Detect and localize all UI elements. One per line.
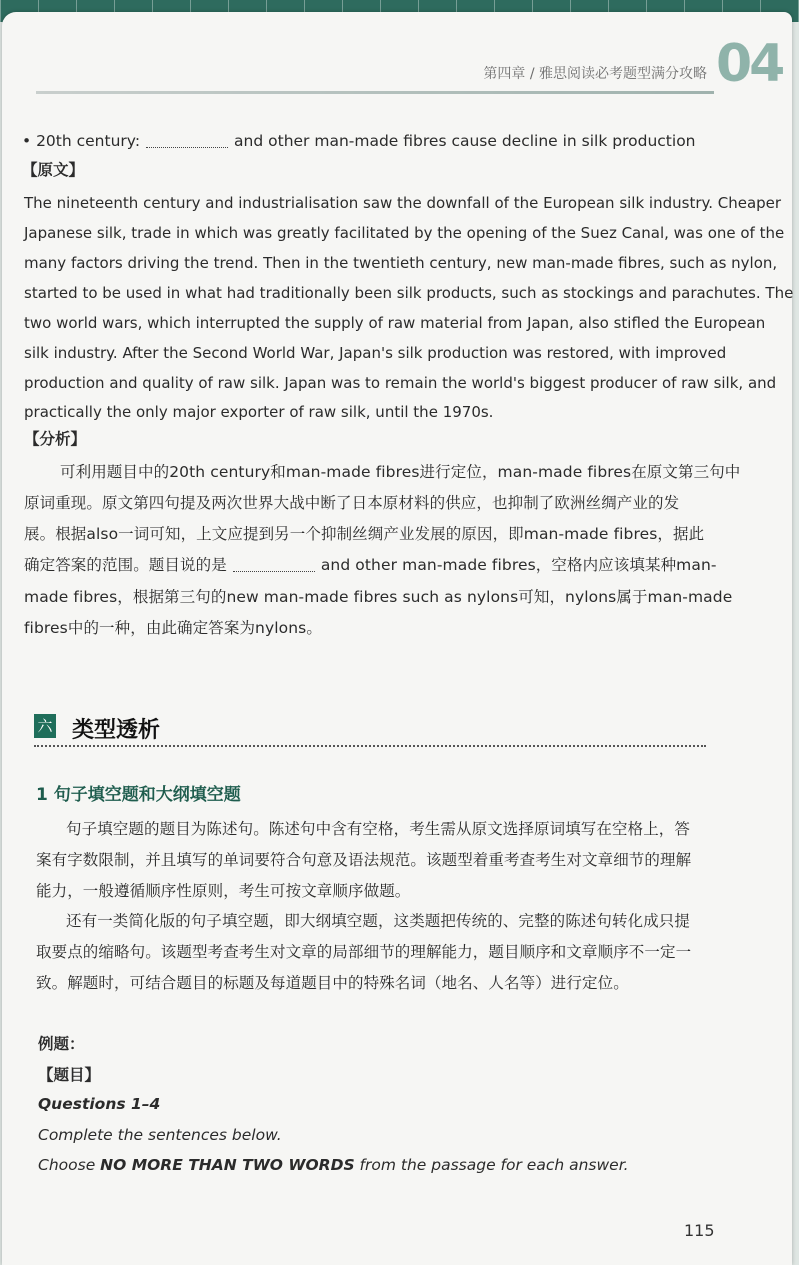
body-line: 致。解题时，可结合题目的标题及每道题目中的特殊名词（地名、人名等）进行定位。 bbox=[36, 974, 629, 992]
original-line: Japanese silk, trade in which was greatly facilitated by the opening of the Suez Canal, was one of the bbox=[24, 224, 785, 242]
analysis-line: made fibres，根据第三句的new man-made fibres such as nylons可知，nylons属于man-made bbox=[24, 588, 733, 606]
original-line: silk industry. After the Second World War, Japan's silk production was restored, with improved bbox=[24, 344, 727, 362]
bullet-suffix: and other man-made fibres cause decline in silk production bbox=[234, 132, 696, 150]
example-label: 例题： bbox=[38, 1035, 85, 1053]
instruction-word-limit: NO MORE THAN TWO WORDS bbox=[100, 1156, 355, 1174]
body-line: 句子填空题的题目为陈述句。陈述句中含有空格，考生需从原文选择原词填写在空格上，答 bbox=[66, 820, 691, 838]
questions-title: Questions 1–4 bbox=[38, 1095, 161, 1113]
question-heading: 【题目】 bbox=[38, 1066, 101, 1084]
analysis-heading: 【分析】 bbox=[24, 430, 87, 448]
original-line: started to be used in what had traditionally been silk products, such as stockings and parachutes. The bbox=[24, 284, 794, 302]
section-badge: 六 bbox=[34, 714, 56, 738]
body-line: 还有一类简化版的句子填空题，即大纲填空题，这类题把传统的、完整的陈述句转化成只提 bbox=[66, 912, 691, 930]
bullet-question-line bbox=[22, 134, 696, 150]
instruction-choose bbox=[38, 1158, 629, 1174]
original-line: two world wars, which interrupted the supply of raw material from Japan, also stifled the European bbox=[24, 314, 766, 332]
section-dotted-divider bbox=[34, 745, 706, 747]
answer-blank bbox=[146, 147, 228, 148]
bullet-prefix: • 20th century: bbox=[22, 132, 141, 150]
body-line: 案有字数限制，并且填写的单词要符合句意及语法规范。该题型着重考查考生对文章细节的理解 bbox=[36, 851, 692, 869]
header-divider bbox=[36, 91, 714, 94]
instruction-prefix: Choose bbox=[38, 1156, 101, 1174]
original-line: production and quality of raw silk. Japan was to remain the world's biggest producer of raw silk, and bbox=[24, 374, 777, 392]
instruction-suffix: from the passage for each answer. bbox=[354, 1156, 629, 1174]
body-line: 能力，一般遵循顺序性原则，考生可按文章顺序做题。 bbox=[36, 882, 411, 900]
analysis-line-with-blank bbox=[24, 558, 717, 574]
subsection-title: 1 句子填空题和大纲填空题 bbox=[36, 785, 241, 805]
chapter-number: 04 bbox=[716, 34, 783, 94]
original-line: practically the only major exporter of raw silk, until the 1970s. bbox=[24, 403, 494, 421]
chapter-header-title: 第四章 / 雅思阅读必考题型满分攻略 bbox=[483, 66, 707, 82]
body-line: 取要点的缩略句。该题型考查考生对文章的局部细节的理解能力，题目顺序和文章顺序不一定一 bbox=[36, 943, 692, 961]
analysis-line: 原词重现。原文第四句提及两次世界大战中断了日本原材料的供应，也抑制了欧洲丝绸产业的发 bbox=[24, 494, 680, 512]
instruction-complete: Complete the sentences below. bbox=[38, 1126, 282, 1144]
original-line: The nineteenth century and industrialisation saw the downfall of the European silk industry. Cheaper bbox=[24, 194, 782, 212]
original-line: many factors driving the trend. Then in the twentieth century, new man-made fibres, such as nylon, bbox=[24, 254, 778, 272]
section-title: 类型透析 bbox=[72, 718, 161, 743]
page-number: 115 bbox=[684, 1221, 715, 1240]
analysis-line: fibres中的一种，由此确定答案为nylons。 bbox=[24, 619, 322, 637]
original-heading: 【原文】 bbox=[22, 161, 85, 179]
analysis-line: 可利用题目中的20th century和man-made fibres进行定位，man-made fibres在原文第三句中 bbox=[60, 463, 741, 481]
analysis-line4-suffix: and other man-made fibres，空格内应该填某种man- bbox=[320, 556, 717, 574]
analysis-line: 展。根据also一词可知，上文应提到另一个抑制丝绸产业发展的原因，即man-made fibres，据此 bbox=[24, 525, 705, 543]
analysis-line4-prefix: 确定答案的范围。题目说的是 bbox=[24, 556, 227, 574]
answer-blank bbox=[233, 571, 315, 572]
